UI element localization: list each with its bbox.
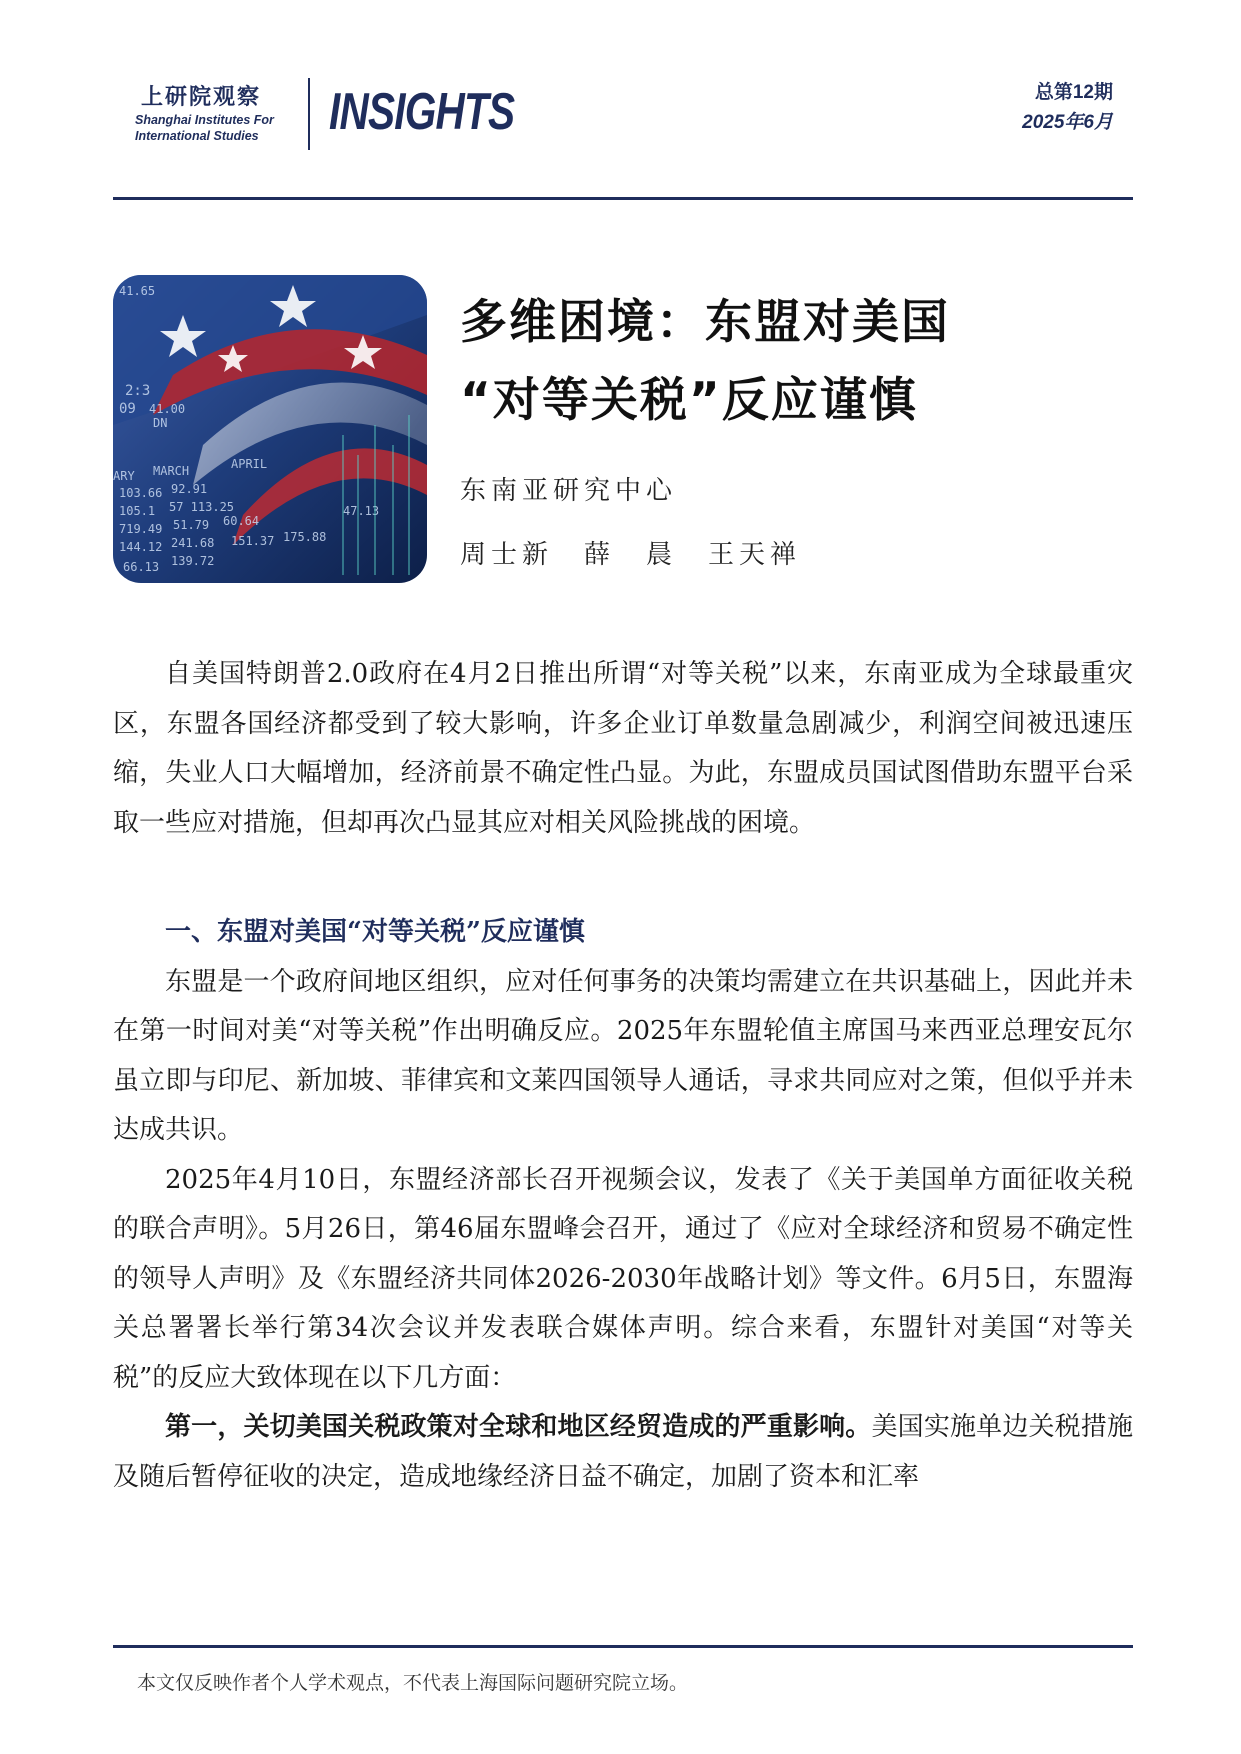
paragraph-4-text: 美国实施单边关税措施及随后暂停征收的决定，造成地缘经济日益不确定，加剧了资本和汇率 (113, 1412, 1133, 1492)
ticker-15: 60.64 (223, 514, 260, 528)
ticker-2: 2:3 (125, 383, 151, 399)
issue-info (1022, 78, 1113, 138)
ticker-21: 66.13 (123, 560, 160, 574)
ticker-20: 175.88 (283, 530, 327, 544)
section-gap (113, 848, 1133, 908)
ticker-1: 41.65 (119, 284, 156, 298)
title-line-2: “对等关税”反应谨慎 (460, 373, 918, 428)
issue-date: 2025年6月 (1022, 112, 1113, 133)
ticker-6: ARY (113, 469, 135, 483)
paragraph-4-lead: 第一，关切美国关税政策对全球和地区经贸造成的严重影响。 (165, 1412, 872, 1442)
ticker-22: 47.13 (343, 504, 380, 518)
ticker-12: 57 113.25 (169, 500, 235, 514)
ticker-19: 151.37 (231, 534, 275, 548)
authors: 周士新 薛 晨 王天禅 (460, 540, 802, 570)
ticker-13: 719.49 (119, 522, 163, 536)
paragraph-4 (113, 1403, 1133, 1502)
ticker-10: 92.91 (171, 482, 208, 496)
institute-logo-cn: 上研院观察 (141, 84, 262, 110)
ticker-18: 139.72 (171, 554, 215, 568)
ticker-8: APRIL (231, 457, 268, 471)
paragraph-2: 东盟是一个政府间地区组织，应对任何事务的决策均需建立在共识基础上，因此并未在第一时间对美“对等关税”作出明确反应。2025年东盟轮值主席国马来西亚总理安瓦尔虽立即与印尼、新加坡、菲律宾和文莱四国领导人通话，寻求共同应对之策，但似乎并未达成共识。 (113, 966, 1133, 1145)
disclaimer: 本文仅反映作者个人学术观点，不代表上海国际问题研究院立场。 (137, 1672, 689, 1694)
series-title: INSIGHTS (329, 83, 515, 141)
ticker-7: MARCH (153, 464, 190, 478)
page-header (113, 74, 1133, 154)
logo-en-line1: Shanghai Institutes For (135, 113, 274, 127)
hero-image (113, 275, 427, 583)
section-heading: 一、东盟对美国“对等关税”反应谨慎 (165, 917, 585, 947)
paragraph-intro: 自美国特朗普2.0政府在4月2日推出所谓“对等关税”以来，东南亚成为全球最重灾区，东盟各国经济都受到了较大影响，许多企业订单数量急剧减少，利润空间被迅速压缩，失业人口大幅增加，经济前景不确定性凸显。为此，东盟成员国试图借助东盟平台采取一些应对措施，但却再次凸显其应对相关风险挑战的困境。 (113, 659, 1133, 838)
ticker-9: 103.66 (119, 486, 163, 500)
ticker-11: 105.1 (119, 504, 156, 518)
ticker-3: 09 (119, 401, 136, 417)
department: 东南亚研究中心 (460, 476, 678, 506)
title-line-1: 多维困境：东盟对美国 (460, 295, 950, 350)
institute-logo-en (135, 112, 274, 144)
ticker-4: 41.00 (149, 402, 186, 416)
header-rule (113, 197, 1133, 200)
logo-en-line2: International Studies (135, 129, 259, 143)
ticker-17: 241.68 (171, 536, 215, 550)
article-body (113, 650, 1133, 1502)
paragraph-3: 2025年4月10日，东盟经济部长召开视频会议，发表了《关于美国单方面征收关税的联合声明》。5月26日，第46届东盟峰会召开，通过了《应对全球经济和贸易不确定性的领导人声明》及《东盟经济共同体2026-2030年战略计划》等文件。6月5日，东盟海关总署署长举行第34次会议并发表联合媒体声明。综合来看，东盟针对美国“对等关税”的反应大致体现在以下几方面： (113, 1164, 1133, 1393)
ticker-5: DN (153, 416, 168, 430)
issue-number: 总第12期 (1034, 82, 1113, 103)
header-divider (308, 78, 310, 150)
ticker-14: 51.79 (173, 518, 210, 532)
footer-rule (113, 1645, 1133, 1648)
ticker-16: 144.12 (119, 540, 163, 554)
article-title (460, 284, 950, 440)
